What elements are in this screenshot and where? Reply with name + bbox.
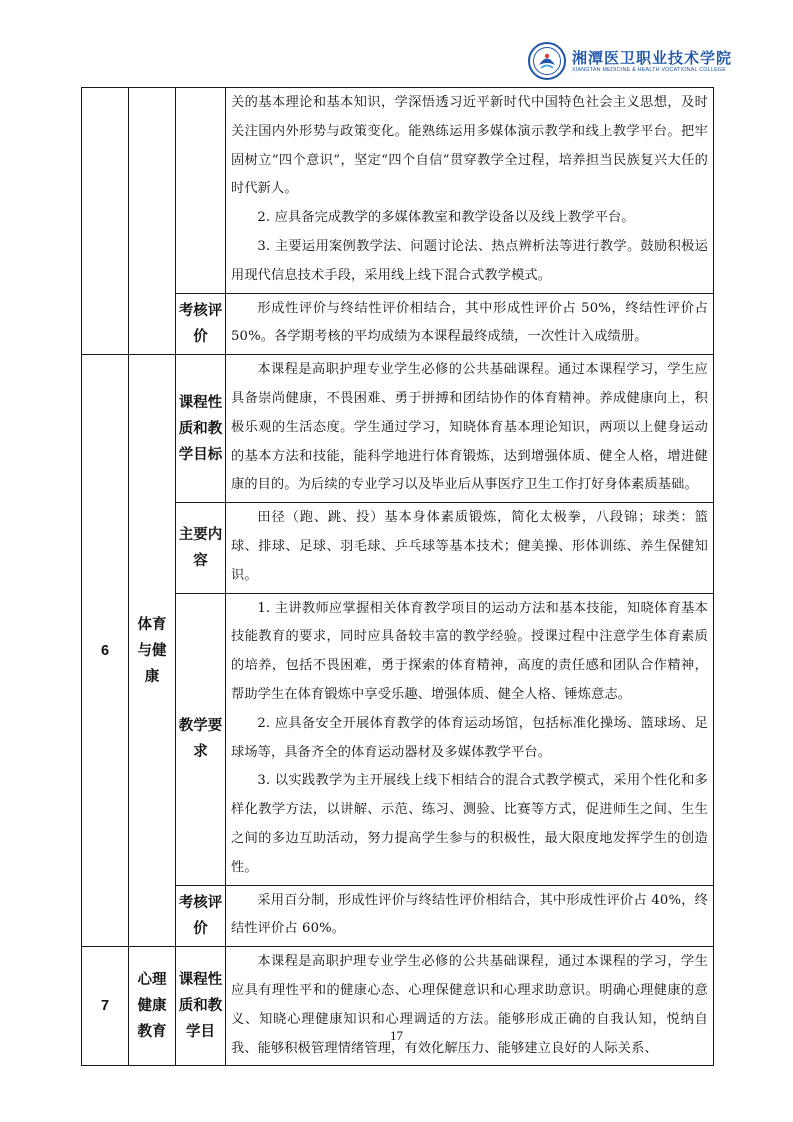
- course-6-name: 体育与健康: [129, 355, 176, 947]
- course-6-nature-label: 课程性质和教学目标: [176, 355, 226, 503]
- course-7-nature-label: 课程性质和教学目: [176, 947, 226, 1066]
- paragraph: 2. 应具备完成教学的多媒体教室和教学设备以及线上教学平台。: [257, 210, 635, 226]
- paragraph: 关的基本理论和基本知识，学深悟透习近平新时代中国特色社会主义思想，及时关注国内外形势与政策变化。能熟练运用多媒体演示教学和线上教学平台。把牢固树立“四个意识”，坚定“四个自信”贯穿教学全过程，培养担当民族复兴大任的时代新人。: [231, 95, 708, 197]
- course-6-assessment-content: [226, 885, 714, 947]
- paragraph: 2. 应具备安全开展体育教学的体育运动场馆，包括标准化操场、篮球场、足球场等，具备齐全的体育运动器材及多媒体教学平台。: [231, 715, 708, 760]
- course-6-assessment-label: 考核评价: [176, 885, 226, 947]
- continuation-requirements-content: [226, 88, 714, 294]
- college-emblem-icon: [528, 42, 566, 80]
- assessment-label: 考核评价: [176, 293, 226, 355]
- course-7-number: 7: [82, 947, 129, 1066]
- curriculum-table: [81, 87, 714, 1066]
- paragraph: 3. 主要运用案例教学法、问题讨论法、热点辨析法等进行教学。鼓励积极运用现代信息技术手段，采用线上线下混合式教学模式。: [231, 238, 708, 283]
- paragraph: 形成性评价与终结性评价相结合，其中形成性评价占 50%，终结性评价占 50%。各学期考核的平均成绩为本课程最终成绩，一次性计入成绩册。: [231, 300, 708, 345]
- paragraph: 采用百分制，形成性评价与终结性评价相结合，其中形成性评价占 40%，终结性评价占 60%。: [231, 892, 708, 937]
- course-6-number: 6: [82, 355, 129, 947]
- course-6-requirements-row: [82, 593, 714, 885]
- logo-chinese-name: 湘潭医卫职业技术学院: [572, 49, 733, 67]
- course-6-nature-row: [82, 355, 714, 503]
- paragraph: 本课程是高职护理专业学生必修的公共基础课程。通过本课程学习，学生应具备崇尚健康，不畏困难、勇于拼搏和团结协作的体育精神。养成健康向上，积极乐观的生活态度。学生通过学习，知晓体育基本理论知识，两项以上健身运动的基本方法和技能，能科学地进行体育锻炼，达到增强体质、健全人格，增进健康的目的。为后续的专业学习以及毕业后从事医疗卫生工作打好身体素质基础。: [231, 362, 708, 493]
- logo-english-name: XIANGTAN MEDICINE & HEALTH VOCATIONAL COLLEGE: [572, 67, 727, 73]
- paragraph: 3. 以实践教学为主开展线上线下相结合的混合式教学模式，采用个性化和多样化教学方法，以讲解、示范、练习、测验、比赛等方式，促进师生之间、生生之间的多边互助活动，努力提高学生参与的积极性，最大限度地发挥学生的创造性。: [231, 773, 708, 875]
- page-header: [0, 0, 793, 90]
- paragraph: 田径（跑、跳、投）基本身体素质锻炼，简化太极拳，八段锦；球类：篮球、排球、足球、羽毛球、乒乓球等基本技术；健美操、形体训练、养生保健知识。: [231, 510, 708, 583]
- course-6-requirements-label: 教学要求: [176, 593, 226, 885]
- course-6-content-label: 主要内容: [176, 503, 226, 593]
- blank-label-cell: [176, 88, 226, 294]
- course-6-content-row: [82, 503, 714, 593]
- continuation-assessment-row: [82, 293, 714, 355]
- paragraph: 本课程是高职护理专业学生必修的公共基础课程，通过本课程的学习，学生应具有理性平和的健康心态、心理保健意识和心理求助意识。明确心理健康的意义、知晓心理健康知识和心理调适的方法。能够形成正确的自我认知，悦纳自我、能够积极管理情绪管理，有效化解压力、能够建立良好的人际关系、: [231, 954, 708, 1056]
- course-7-nature-row: [82, 947, 714, 1066]
- continuation-requirements-row: [82, 88, 714, 294]
- course-6-assessment-row: [82, 885, 714, 947]
- course-7-nature-content: [226, 947, 714, 1066]
- paragraph: 1. 主讲教师应掌握相关体育教学项目的运动方法和基本技能，知晓体育基本技能教育的要求，同时应具备较丰富的教学经验。授课过程中注意学生体育素质的培养，包括不畏困难，勇于探索的体育精神，高度的责任感和团队合作精神，帮助学生在体育锻炼中享受乐趣、增强体质、健全人格、锤炼意志。: [231, 600, 708, 702]
- blank-name-cell: [129, 88, 176, 355]
- course-7-name: 心理健康教育: [129, 947, 176, 1066]
- blank-number-cell: [82, 88, 129, 355]
- page-number: 17: [390, 1028, 403, 1043]
- course-6-nature-content: [226, 355, 714, 503]
- course-6-content-text: [226, 503, 714, 593]
- college-logo: [528, 42, 733, 82]
- course-6-requirements-content: [226, 593, 714, 885]
- assessment-content: [226, 293, 714, 355]
